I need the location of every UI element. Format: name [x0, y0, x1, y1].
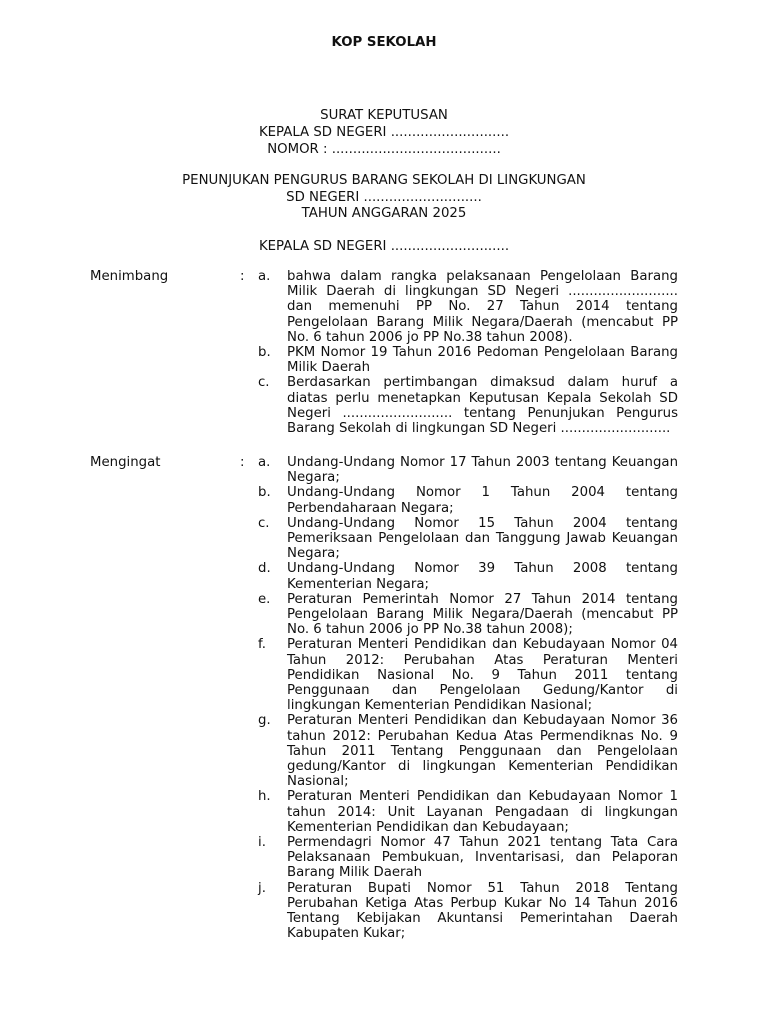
signer-heading: KEPALA SD NEGERI ............................	[258, 239, 510, 254]
list-item-letter: a.	[258, 269, 271, 284]
list-item-letter: b.	[258, 345, 271, 361]
list-item	[258, 881, 678, 942]
subject-line-2: SD NEGERI ............................	[286, 190, 482, 205]
list-item	[258, 637, 678, 713]
list-item-letter: b.	[258, 485, 271, 501]
list-item	[258, 516, 678, 562]
list-item-letter: g.	[258, 713, 271, 729]
list-item	[258, 375, 678, 436]
issuer-line: KEPALA SD NEGERI ............................	[258, 125, 510, 140]
list-item-text: PKM Nomor 19 Tahun 2016 Pedoman Pengelolaan Barang Milik Daerah	[287, 345, 678, 376]
list-item	[258, 455, 678, 485]
list-item-text: Peraturan Pemerintah Nomor 27 Tahun 2014 tentang Pengelolaan Barang Milik Negara/Daerah (mencabut PP No. 6 tahun 2006 jo PP No.38 tahun 2008);	[287, 591, 678, 638]
list-item-letter: d.	[258, 561, 271, 577]
list-item-letter: j.	[258, 880, 266, 896]
list-item-text: Undang-Undang Nomor 1 Tahun 2004 tentang Perbendaharaan Negara;	[287, 485, 678, 516]
list-item-text: bahwa dalam rangka pelaksanaan Pengelolaan Barang Milik Daerah di lingkungan SD Negeri .......................... dan memenuhi PP No. 27 Tahun 2014 tentang Pengelolaan Barang Milik Negara/Daerah (mencabut PP No. 6 tahun 2006 jo PP No.38 tahun 2008).	[287, 269, 678, 345]
list-item	[258, 345, 678, 375]
list-item-text: Undang-Undang Nomor 17 Tahun 2003 tentang Keuangan Negara;	[287, 455, 678, 486]
decree-title: SURAT KEPUTUSAN	[320, 108, 448, 123]
mengingat-section	[90, 455, 678, 942]
menimbang-list	[258, 269, 678, 436]
list-item-letter: i.	[258, 835, 266, 851]
list-item-text: Undang-Undang Nomor 39 Tahun 2008 tentang Kementerian Negara;	[287, 561, 678, 592]
list-item-text: Peraturan Menteri Pendidikan dan Kebudayaan Nomor 04 Tahun 2012: Perubahan Atas Peraturan Menteri Pendidikan Nasional No. 9 Tahun 2011 tentang Penggunaan dan Pengelolaan Gedung/Kantor di lingkungan Kementerian Pendidikan Nasional;	[287, 637, 678, 714]
subject-line-1: PENUNJUKAN PENGURUS BARANG SEKOLAH DI LINGKUNGAN	[182, 173, 586, 188]
list-item-text: Peraturan Menteri Pendidikan dan Kebudayaan Nomor 36 tahun 2012: Perubahan Kedua Atas Permendiknas No. 9 Tahun 2011 Tentang Penggunaan dan Pengelolaan gedung/Kantor di lingkungan Kementerian Pendidikan Nasional;	[287, 713, 678, 790]
menimbang-section	[90, 269, 678, 436]
mengingat-label: Mengingat	[90, 455, 161, 470]
list-item	[258, 485, 678, 515]
list-item-letter: h.	[258, 789, 271, 805]
list-item	[258, 592, 678, 638]
list-item-letter: c.	[258, 375, 270, 391]
list-item	[258, 713, 678, 789]
list-item-text: Undang-Undang Nomor 15 Tahun 2004 tentang Pemeriksaan Pengelolaan dan Tanggung Jawab Keuangan Negara;	[287, 515, 678, 562]
list-item-text: Berdasarkan pertimbangan dimaksud dalam huruf a diatas perlu menetapkan Keputusan Kepala Sekolah SD Negeri .......................... tentang Penunjukan Pengurus Barang Sekolah di lingkungan SD Negeri ..........................	[287, 375, 678, 437]
list-item	[258, 561, 678, 591]
list-item	[258, 789, 678, 835]
list-item-letter: e.	[258, 591, 271, 607]
mengingat-list	[258, 455, 678, 942]
letterhead-placeholder: KOP SEKOLAH	[331, 35, 437, 50]
subject-line-3: TAHUN ANGGARAN 2025	[301, 206, 467, 221]
list-item	[258, 835, 678, 881]
list-item-letter: f.	[258, 637, 266, 653]
list-item-letter: c.	[258, 515, 270, 531]
list-item-letter: a.	[258, 455, 271, 470]
list-item	[258, 269, 678, 345]
list-item-text: Peraturan Bupati Nomor 51 Tahun 2018 Tentang Perubahan Ketiga Atas Perbup Kukar No 14 Tahun 2016 Tentang Kebijakan Akuntansi Pemerintahan Daerah Kabupaten Kukar;	[287, 880, 678, 942]
list-item-text: Permendagri Nomor 47 Tahun 2021 tentang Tata Cara Pelaksanaan Pembukuan, Inventarisasi, dan Pelaporan Barang Milik Daerah	[287, 835, 678, 881]
menimbang-label: Menimbang	[90, 269, 169, 284]
number-line: NOMOR : ........................................	[267, 142, 501, 157]
menimbang-colon: :	[240, 269, 245, 284]
list-item-text: Peraturan Menteri Pendidikan dan Kebudayaan Nomor 1 tahun 2014: Unit Layanan Pengadaan di lingkungan Kementerian Pendidikan dan Kebudayaan;	[287, 789, 678, 835]
mengingat-colon: :	[240, 455, 245, 470]
